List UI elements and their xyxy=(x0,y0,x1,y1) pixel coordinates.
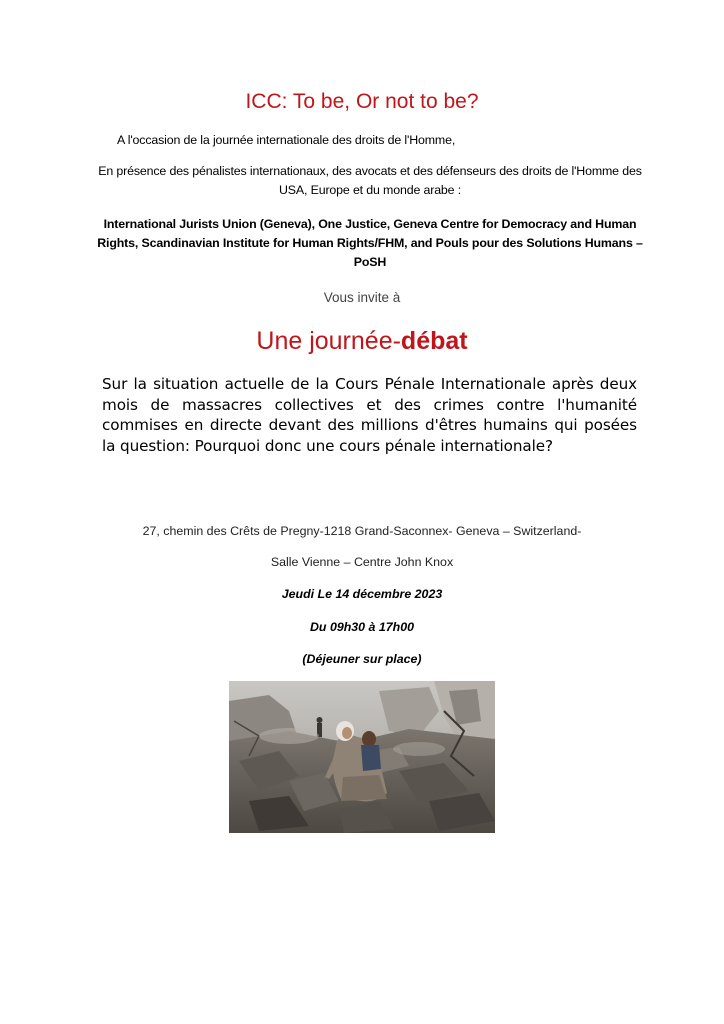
invite-line: Vous invite à xyxy=(323,290,401,305)
rubble-scene-illustration xyxy=(229,681,495,833)
news-photo xyxy=(229,681,495,833)
organizations-list: International Jurists Union (Geneva), One Justice, Geneva Centre for Democracy and Human Rights, Scandinavian Institute for Human Rights/FHM, and Pouls pour des Solutions Humans – PoSH xyxy=(97,217,643,269)
event-title: ICC: To be, Or not to be? xyxy=(245,90,479,113)
address-line: 27, chemin des Crêts de Pregny-1218 Grand-Saconnex- Geneva – Switzerland- xyxy=(142,524,582,538)
venue-line: Salle Vienne – Centre John Knox xyxy=(270,555,454,569)
debate-heading-prefix: Une journée- xyxy=(256,327,401,355)
description-paragraph: Sur la situation actuelle de la Cours Pénale Internationale après deux mois de massacres collectives et des crimes contre l'humanité commises en directe devant des millions d'êtres humains qui posées la question: Pourquoi donc une cours pénale internationale? xyxy=(102,375,637,455)
intro-line: A l'occasion de la journée internationale des droits de l'Homme, xyxy=(117,133,456,147)
presence-paragraph: En présence des pénalistes internationaux, des avocats et des défenseurs des droits de l'Homme des USA, Europe et du monde arabe : xyxy=(98,164,642,197)
lunch-note: (Déjeuner sur place) xyxy=(302,652,422,666)
debate-heading-emphasis: débat xyxy=(400,327,468,355)
debate-heading xyxy=(0,325,724,357)
event-date: Jeudi Le 14 décembre 2023 xyxy=(281,587,443,601)
event-hours: Du 09h30 à 17h00 xyxy=(309,620,414,634)
